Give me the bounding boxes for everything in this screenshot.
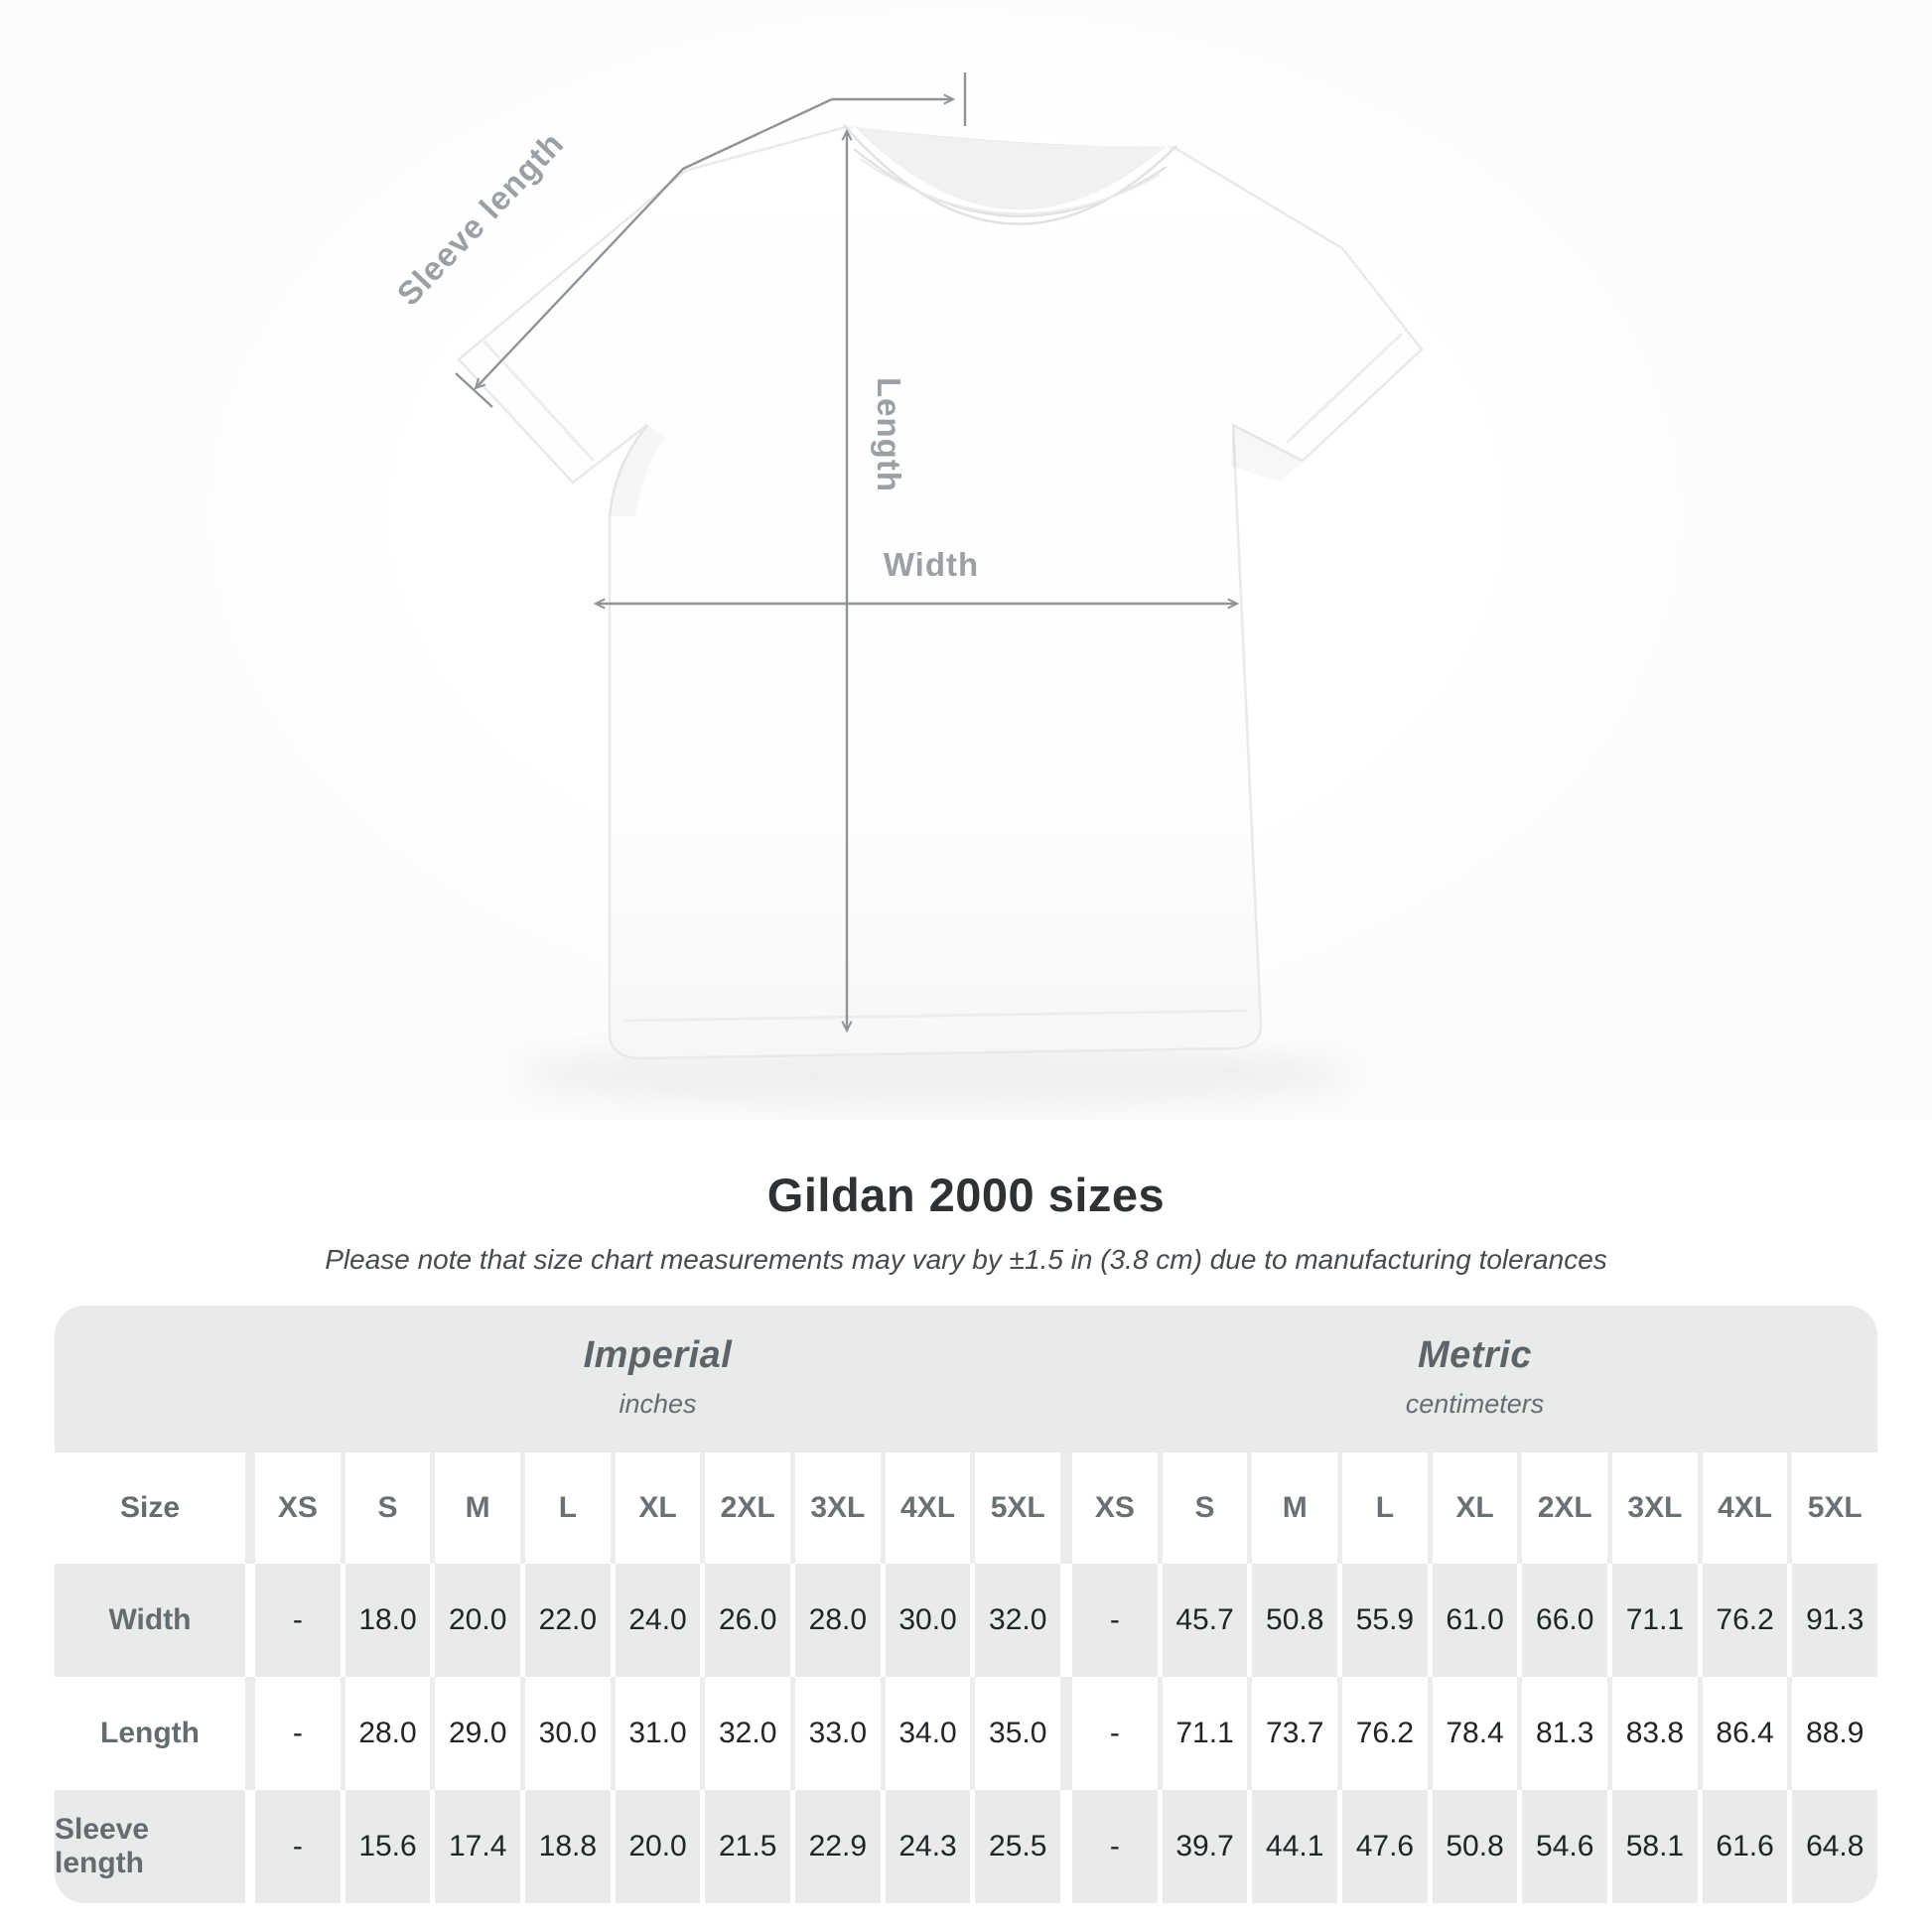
width-imperial-4xl: 30.0 bbox=[886, 1564, 971, 1677]
size-col-xs-metric: XS bbox=[1072, 1452, 1158, 1564]
width-metric-2xl: 66.0 bbox=[1522, 1564, 1607, 1677]
sleeve-length-imperial-l: 18.8 bbox=[525, 1790, 611, 1903]
metric-group-label: Metric bbox=[1418, 1334, 1532, 1376]
tshirt-body bbox=[459, 127, 1422, 1058]
width-metric-m: 50.8 bbox=[1252, 1564, 1337, 1677]
length-imperial-xs: - bbox=[255, 1677, 341, 1790]
size-header-label: Size bbox=[55, 1452, 245, 1564]
sleeve-length-metric-l: 47.6 bbox=[1342, 1790, 1428, 1903]
size-col-3xl-metric: 3XL bbox=[1612, 1452, 1698, 1564]
length-imperial-s: 28.0 bbox=[345, 1677, 431, 1790]
size-col-4xl-metric: 4XL bbox=[1703, 1452, 1788, 1564]
length-metric-2xl: 81.3 bbox=[1522, 1677, 1607, 1790]
width-metric-5xl: 91.3 bbox=[1792, 1564, 1877, 1677]
length-metric-s: 71.1 bbox=[1163, 1677, 1248, 1790]
width-metric-s: 45.7 bbox=[1163, 1564, 1248, 1677]
width-metric-xs: - bbox=[1072, 1564, 1158, 1677]
width-imperial-xs: - bbox=[255, 1564, 341, 1677]
sleeve-length-label: Sleeve length bbox=[389, 124, 571, 313]
imperial-group-unit: inches bbox=[619, 1389, 697, 1419]
page-title: Gildan 2000 sizes bbox=[766, 1169, 1166, 1221]
width-label: Width bbox=[883, 546, 980, 583]
length-imperial-m: 29.0 bbox=[435, 1677, 520, 1790]
sleeve-length-imperial-4xl: 24.3 bbox=[886, 1790, 971, 1903]
size-col-s-metric: S bbox=[1163, 1452, 1248, 1564]
sleeve-length-imperial-2xl: 21.5 bbox=[705, 1790, 790, 1903]
length-metric-3xl: 83.8 bbox=[1612, 1677, 1698, 1790]
width-imperial-s: 18.0 bbox=[345, 1564, 431, 1677]
sleeve-length-metric-4xl: 61.6 bbox=[1703, 1790, 1788, 1903]
size-col-m-metric: M bbox=[1252, 1452, 1337, 1564]
unit-group-header-row bbox=[55, 1306, 1877, 1452]
group-header-divider bbox=[1060, 1306, 1072, 1452]
sleeve-length-metric-2xl: 54.6 bbox=[1522, 1790, 1607, 1903]
metric-group-unit: centimeters bbox=[1405, 1389, 1545, 1419]
length-imperial-2xl: 32.0 bbox=[705, 1677, 790, 1790]
width-imperial-3xl: 28.0 bbox=[795, 1564, 881, 1677]
sleeve-length-imperial-m: 17.4 bbox=[435, 1790, 520, 1903]
sleeve-length-imperial-s: 15.6 bbox=[345, 1790, 431, 1903]
length-metric-l: 76.2 bbox=[1342, 1677, 1428, 1790]
width-metric-3xl: 71.1 bbox=[1612, 1564, 1698, 1677]
sleeve-length-imperial-5xl: 25.5 bbox=[975, 1790, 1060, 1903]
length-metric-xs: - bbox=[1072, 1677, 1158, 1790]
size-table bbox=[55, 1306, 1877, 1903]
length-imperial-4xl: 34.0 bbox=[886, 1677, 971, 1790]
metric-group-header bbox=[1072, 1306, 1877, 1452]
sleeve-length-metric-5xl: 64.8 bbox=[1792, 1790, 1877, 1903]
width-metric-l: 55.9 bbox=[1342, 1564, 1428, 1677]
length-row-label: Length bbox=[55, 1677, 245, 1790]
size-col-xs-imperial: XS bbox=[255, 1452, 341, 1564]
width-imperial-l: 22.0 bbox=[525, 1564, 611, 1677]
length-imperial-l: 30.0 bbox=[525, 1677, 611, 1790]
tolerance-note: Please note that size chart measurements may vary by ±1.5 in (3.8 cm) due to manufacturing tolerances bbox=[325, 1244, 1607, 1275]
sleeve-length-metric-3xl: 58.1 bbox=[1612, 1790, 1698, 1903]
size-col-s-imperial: S bbox=[345, 1452, 431, 1564]
size-col-m-imperial: M bbox=[435, 1452, 520, 1564]
size-col-l-imperial: L bbox=[525, 1452, 611, 1564]
size-col-3xl-imperial: 3XL bbox=[795, 1452, 881, 1564]
width-metric-xl: 61.0 bbox=[1433, 1564, 1518, 1677]
length-imperial-5xl: 35.0 bbox=[975, 1677, 1060, 1790]
measure-row-length bbox=[55, 1677, 1877, 1790]
sleeve-length-metric-xs: - bbox=[1072, 1790, 1158, 1903]
size-col-5xl-imperial: 5XL bbox=[975, 1452, 1060, 1564]
length-metric-m: 73.7 bbox=[1252, 1677, 1337, 1790]
length-metric-4xl: 86.4 bbox=[1703, 1677, 1788, 1790]
size-col-xl-metric: XL bbox=[1433, 1452, 1518, 1564]
sleeve-length-metric-m: 44.1 bbox=[1252, 1790, 1337, 1903]
width-metric-4xl: 76.2 bbox=[1703, 1564, 1788, 1677]
length-metric-5xl: 88.9 bbox=[1792, 1677, 1877, 1790]
size-col-2xl-metric: 2XL bbox=[1522, 1452, 1607, 1564]
length-label: Length bbox=[871, 377, 907, 492]
imperial-group-header bbox=[255, 1306, 1060, 1452]
length-imperial-xl: 31.0 bbox=[616, 1677, 701, 1790]
group-header-spacer bbox=[55, 1306, 255, 1452]
size-col-xl-imperial: XL bbox=[616, 1452, 701, 1564]
measure-row-width bbox=[55, 1564, 1877, 1677]
width-row-label: Width bbox=[55, 1564, 245, 1677]
sleeve-length-row-label: Sleeve length bbox=[55, 1790, 245, 1903]
sleeve-length-metric-xl: 50.8 bbox=[1433, 1790, 1518, 1903]
size-col-2xl-imperial: 2XL bbox=[705, 1452, 790, 1564]
measure-row-sleeve-length bbox=[55, 1790, 1877, 1903]
sleeve-length-imperial-xs: - bbox=[255, 1790, 341, 1903]
width-imperial-xl: 24.0 bbox=[616, 1564, 701, 1677]
width-imperial-2xl: 26.0 bbox=[705, 1564, 790, 1677]
width-imperial-5xl: 32.0 bbox=[975, 1564, 1060, 1677]
size-col-l-metric: L bbox=[1342, 1452, 1428, 1564]
size-col-4xl-imperial: 4XL bbox=[886, 1452, 971, 1564]
imperial-group-label: Imperial bbox=[583, 1334, 733, 1376]
length-imperial-3xl: 33.0 bbox=[795, 1677, 881, 1790]
width-imperial-m: 20.0 bbox=[435, 1564, 520, 1677]
sleeve-length-imperial-xl: 20.0 bbox=[616, 1790, 701, 1903]
tshirt-graphic bbox=[459, 125, 1422, 1058]
size-header-row bbox=[55, 1452, 1877, 1564]
size-table-body bbox=[55, 1452, 1877, 1903]
length-metric-xl: 78.4 bbox=[1433, 1677, 1518, 1790]
size-col-5xl-metric: 5XL bbox=[1792, 1452, 1877, 1564]
sleeve-length-metric-s: 39.7 bbox=[1163, 1790, 1248, 1903]
sleeve-length-imperial-3xl: 22.9 bbox=[795, 1790, 881, 1903]
